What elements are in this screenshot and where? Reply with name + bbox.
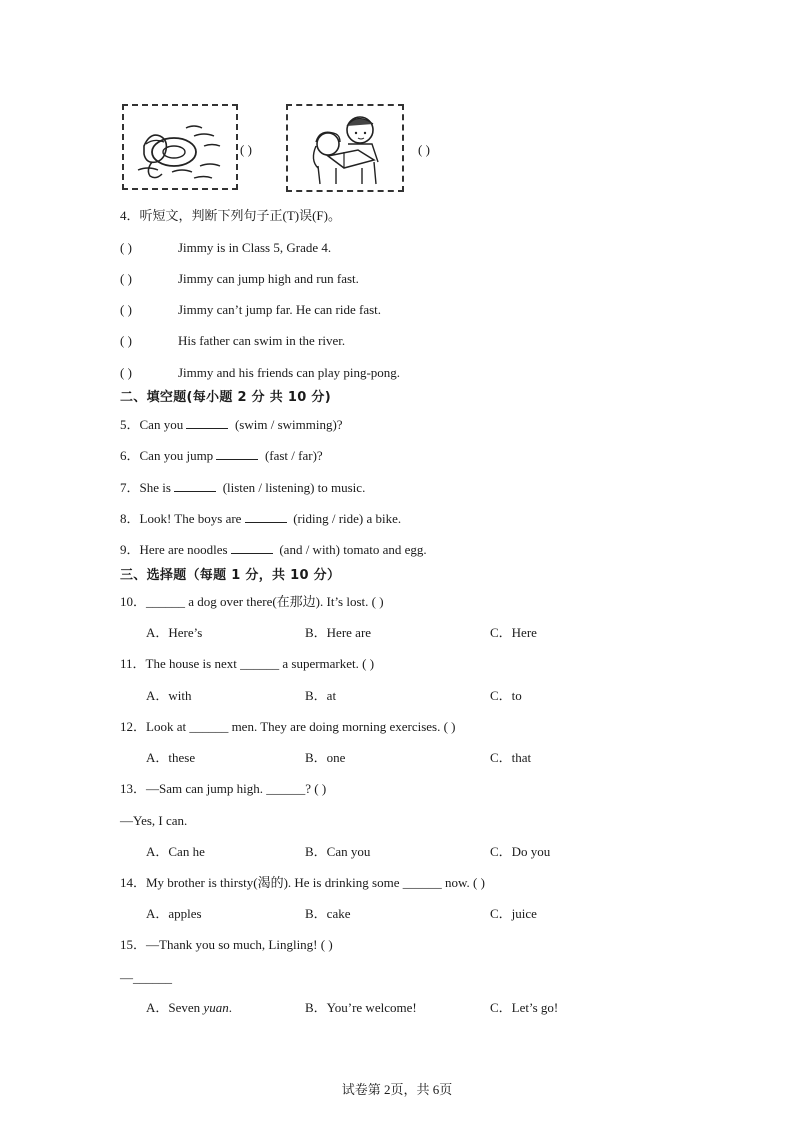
fill-question-after: (swim / swimming)? bbox=[234, 417, 343, 432]
fill-blank-9[interactable] bbox=[231, 542, 273, 554]
fill-question-after: (and / with) tomato and egg. bbox=[279, 542, 427, 557]
fill-question-8 bbox=[120, 511, 401, 527]
question-15-stem: 15．—Thank you so much, Lingling! ( ) bbox=[120, 937, 333, 952]
fill-question-7 bbox=[120, 480, 365, 496]
q4-item-3-text: Jimmy can’t jump far. He can ride fast. bbox=[178, 302, 382, 317]
fill-question-after: (fast / far)? bbox=[264, 448, 323, 463]
question-15-option-a[interactable] bbox=[146, 1000, 232, 1016]
page-footer: 试卷第 2页，共 6页 bbox=[341, 1082, 453, 1097]
swimmer-drawing-icon bbox=[124, 106, 236, 188]
question-14-option-b[interactable]: B．cake bbox=[305, 906, 351, 921]
fill-question-before: Here are noodles bbox=[139, 542, 228, 557]
fill-question-before: Can you jump bbox=[139, 448, 214, 463]
question-12-stem: 12．Look at ______ men. They are doing morning exercises. ( ) bbox=[120, 719, 456, 734]
question-11-option-b[interactable]: B．at bbox=[305, 688, 337, 703]
question-4-title: 4．听短文，判断下列句子正(T)误(F)。 bbox=[120, 208, 341, 223]
section-3-heading: 三、选择题（每题 1 分，共 10 分） bbox=[120, 568, 341, 583]
question-10-option-a[interactable]: A．Here’s bbox=[146, 625, 203, 640]
question-15-option-c[interactable]: C．Let’s go! bbox=[490, 1000, 559, 1015]
question-11-option-a[interactable]: A．with bbox=[146, 688, 192, 703]
question-14-option-c[interactable]: C．juice bbox=[490, 906, 537, 921]
fill-question-9 bbox=[120, 542, 427, 558]
question-13-option-a[interactable]: A．Can he bbox=[146, 844, 205, 859]
answer-parenthesis-2[interactable]: ( ) bbox=[418, 142, 430, 157]
fill-question-before: Can you bbox=[139, 417, 184, 432]
question-11-stem: 11．The house is next ______ a supermarket. ( ) bbox=[120, 656, 375, 671]
question-11-option-c[interactable]: C．to bbox=[490, 688, 522, 703]
question-15-reply: —______ bbox=[120, 970, 172, 985]
q4-item-3-paren[interactable]: ( ) bbox=[120, 302, 132, 317]
q4-item-5-paren[interactable]: ( ) bbox=[120, 365, 132, 380]
option-a-prefix: A．Seven bbox=[146, 1000, 204, 1015]
fill-question-after: (riding / ride) a bike. bbox=[293, 511, 402, 526]
fill-question-number: 8． bbox=[120, 511, 140, 526]
question-14-option-a[interactable]: A．apples bbox=[146, 906, 202, 921]
question-10-stem: 10．______ a dog over there(在那边). It’s lost. ( ) bbox=[120, 594, 384, 609]
q4-item-2-text: Jimmy can jump high and run fast. bbox=[178, 271, 359, 286]
fill-question-number: 6． bbox=[120, 448, 140, 463]
question-14-stem: 14．My brother is thirsty(渴的). He is drinking some ______ now. ( ) bbox=[120, 875, 485, 890]
q4-item-4-paren[interactable]: ( ) bbox=[120, 333, 132, 348]
option-a-italic: yuan bbox=[203, 1000, 229, 1015]
section-2-heading: 二、填空题(每小题 2 分 共 10 分) bbox=[120, 390, 331, 405]
q4-item-2-paren[interactable]: ( ) bbox=[120, 271, 132, 286]
fill-question-6 bbox=[120, 448, 323, 464]
q4-item-4-text: His father can swim in the river. bbox=[178, 333, 346, 348]
fill-question-after: (listen / listening) to music. bbox=[222, 480, 366, 495]
question-12-option-c[interactable]: C．that bbox=[490, 750, 532, 765]
q4-item-1-text: Jimmy is in Class 5, Grade 4. bbox=[178, 240, 332, 255]
fill-blank-6[interactable] bbox=[216, 448, 258, 460]
fill-question-number: 7． bbox=[120, 480, 140, 495]
q4-item-1-paren[interactable]: ( ) bbox=[120, 240, 132, 255]
fill-question-5 bbox=[120, 417, 343, 433]
children-reading-drawing-icon bbox=[288, 106, 402, 190]
question-13-reply: —Yes, I can. bbox=[120, 813, 188, 828]
question-10-option-c[interactable]: C．Here bbox=[490, 625, 537, 640]
question-13-option-b[interactable]: B．Can you bbox=[305, 844, 371, 859]
question-15-option-b[interactable]: B．You’re welcome! bbox=[305, 1000, 417, 1015]
q4-item-5-text: Jimmy and his friends can play ping-pong. bbox=[178, 365, 401, 380]
swimming-picture bbox=[122, 104, 238, 190]
fill-blank-5[interactable] bbox=[186, 417, 228, 429]
reading-picture bbox=[286, 104, 404, 192]
question-12-option-a[interactable]: A．these bbox=[146, 750, 196, 765]
fill-question-before: She is bbox=[139, 480, 171, 495]
fill-question-before: Look! The boys are bbox=[139, 511, 242, 526]
option-a-suffix: . bbox=[228, 1000, 232, 1015]
fill-question-number: 5． bbox=[120, 417, 140, 432]
question-12-option-b[interactable]: B．one bbox=[305, 750, 346, 765]
question-13-stem: 13．—Sam can jump high. ______? ( ) bbox=[120, 781, 327, 796]
fill-blank-8[interactable] bbox=[245, 511, 287, 523]
question-10-option-b[interactable]: B．Here are bbox=[305, 625, 372, 640]
question-13-option-c[interactable]: C．Do you bbox=[490, 844, 551, 859]
fill-blank-7[interactable] bbox=[174, 480, 216, 492]
fill-question-number: 9． bbox=[120, 542, 140, 557]
answer-parenthesis-1[interactable]: ( ) bbox=[240, 142, 252, 157]
